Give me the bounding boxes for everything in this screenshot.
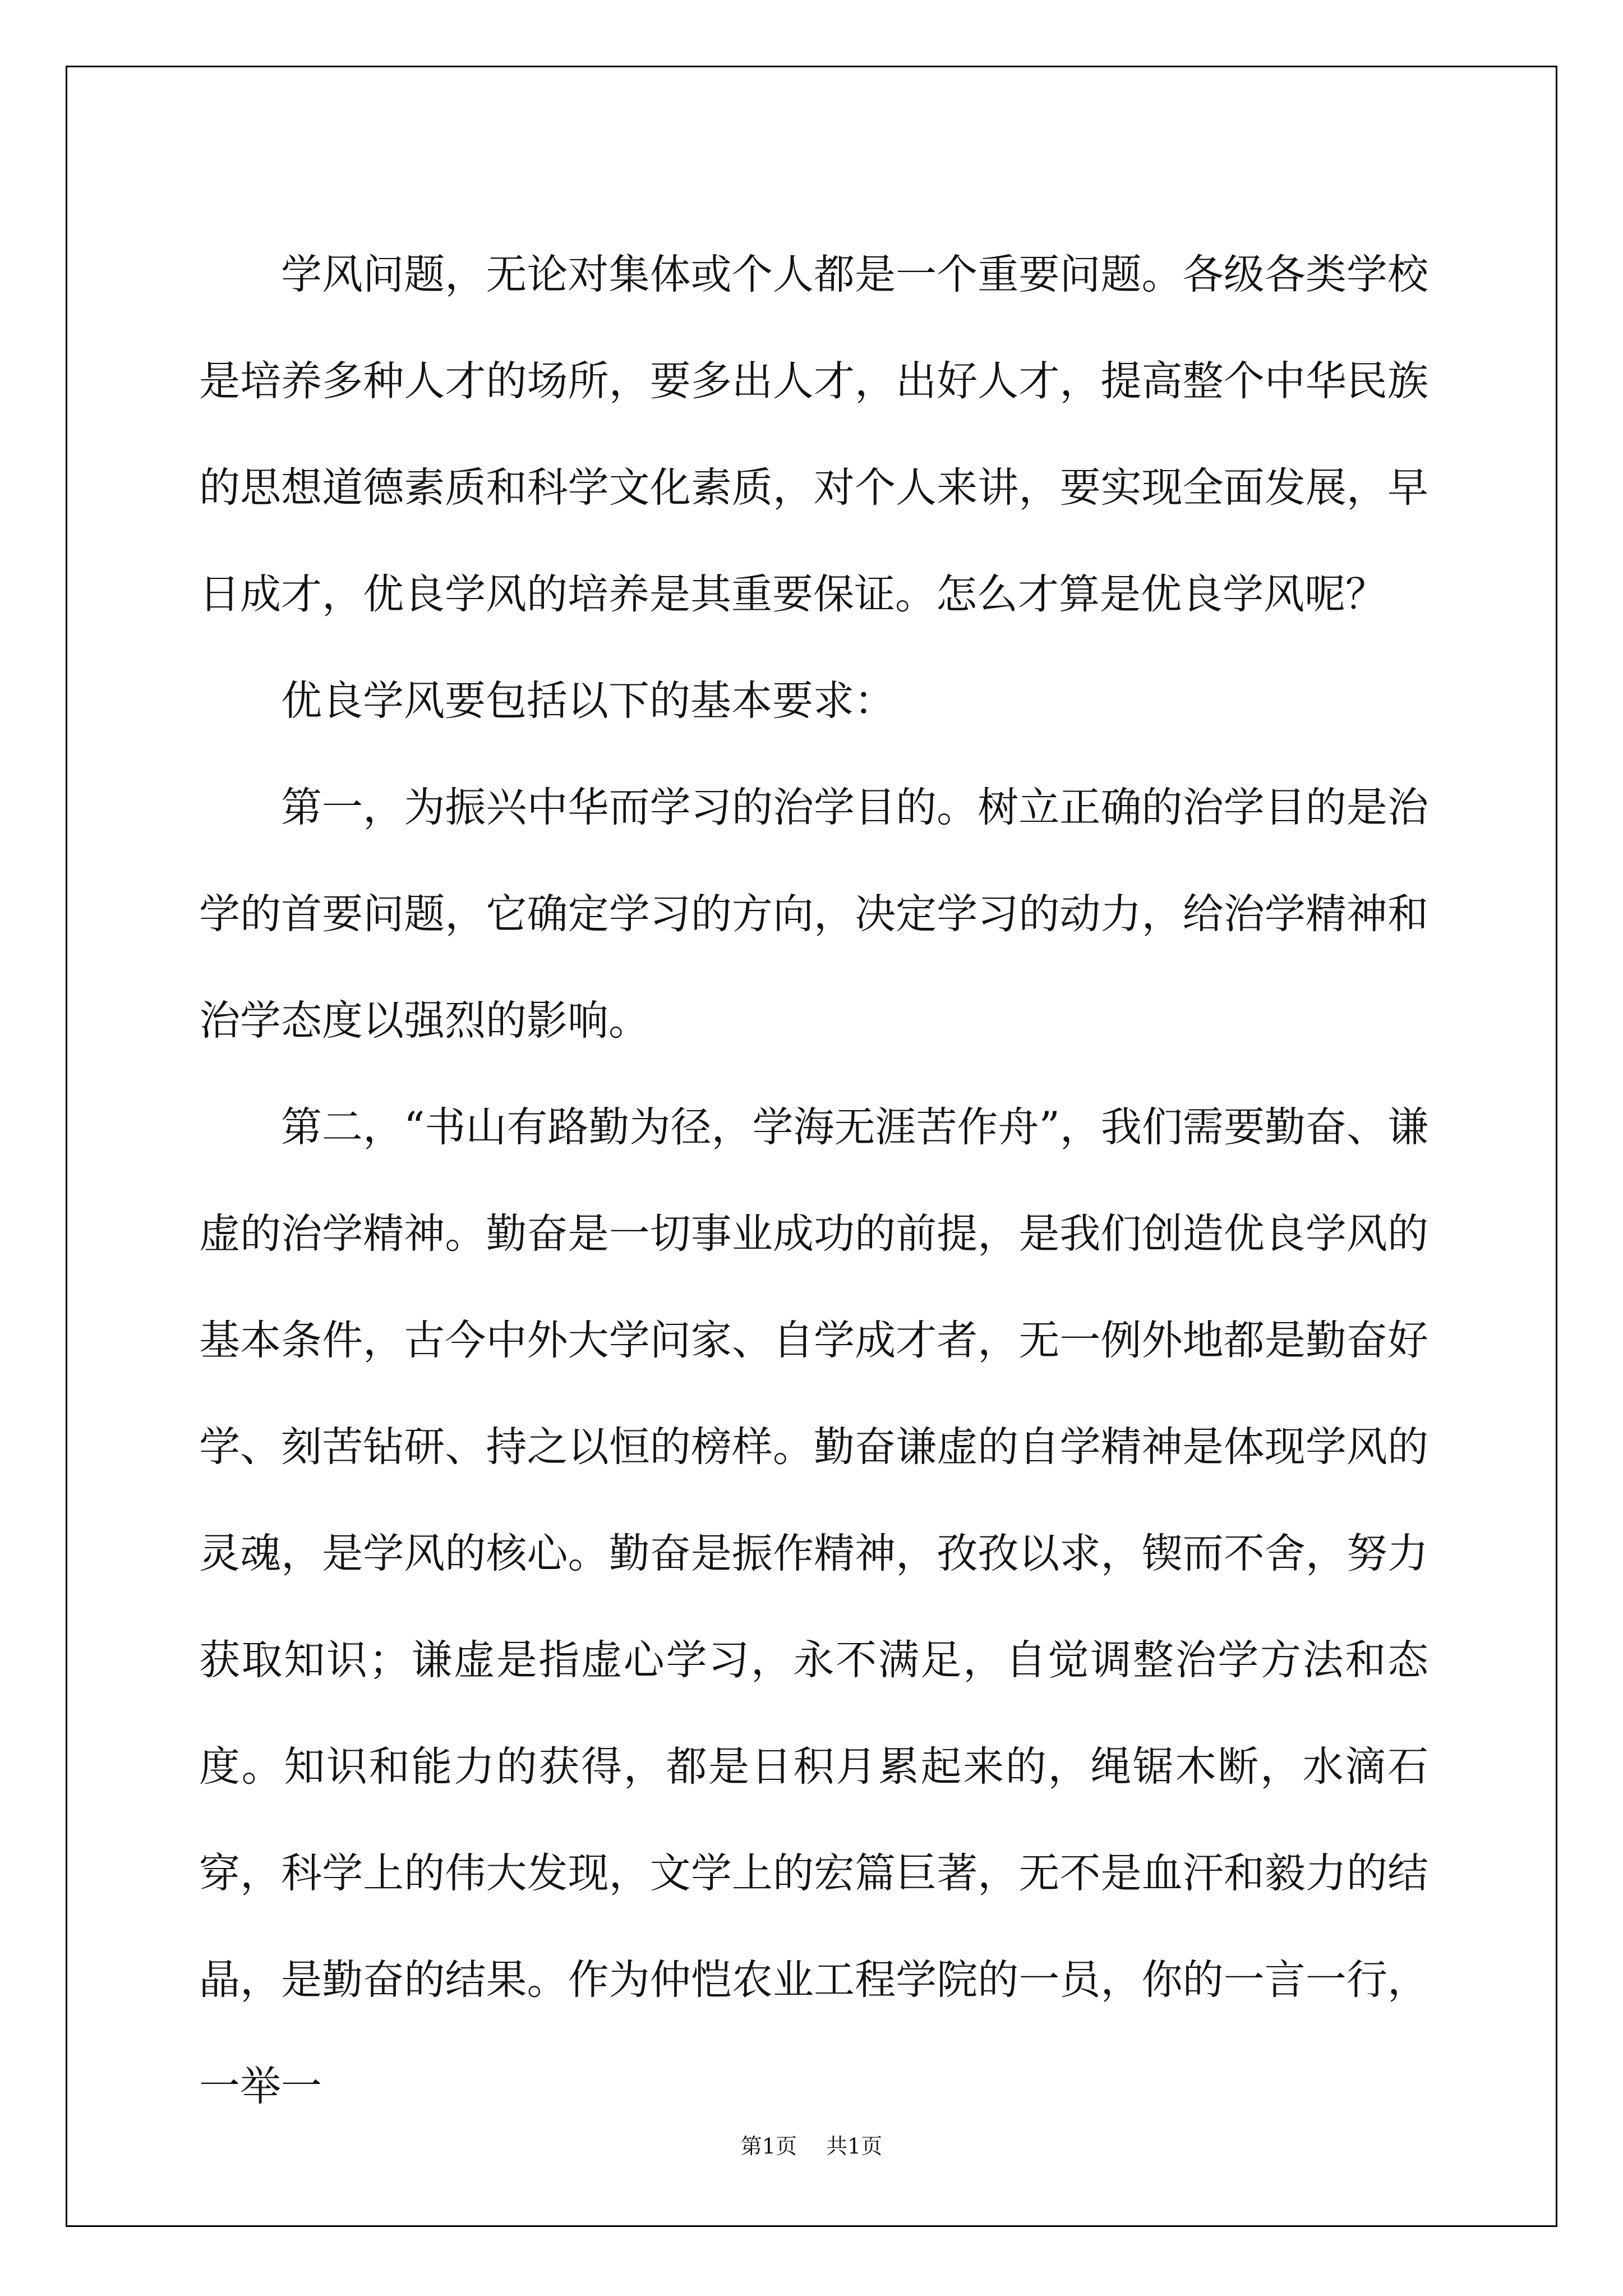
page-number-total: 共1页	[826, 2134, 883, 2159]
document-body	[199, 222, 1428, 2140]
paragraph-4: 第二，“书山有路勤为径，学海无涯苦作舟”，我们需要勤奋、谦虚的治学精神。勤奋是一切事业成功的前提，是我们创造优良学风的基本条件，古今中外大学问家、自学成才者，无一例外地都是勤奋好学、刻苦钻研、持之以恒的榜样。勤奋谦虚的自学精神是体现学风的灵魂，是学风的核心。勤奋是振作精神，孜孜以求，锲而不舍，努力获取知识；谦虚是指虚心学习，永不满足，自觉调整治学方法和态度。知识和能力的获得，都是日积月累起来的，绳锯木断，水滴石穿，科学上的伟大发现，文学上的宏篇巨著，无不是血汗和毅力的结晶，是勤奋的结果。作为仲恺农业工程学院的一员，你的一言一行，一举一	[199, 1103, 1428, 2110]
page-footer	[0, 2129, 1623, 2160]
paragraph-1: 学风问题，无论对集体或个人都是一个重要问题。各级各类学校是培养多种人才的场所，要多出人才，出好人才，提高整个中华民族的思想道德素质和科学文化素质，对个人来讲，要实现全面发展，早日成才，优良学风的培养是其重要保证。怎么才算是优良学风呢？	[199, 251, 1428, 618]
page-number-current: 第1页	[740, 2134, 797, 2159]
paragraph-2: 优良学风要包括以下的基本要求：	[281, 677, 895, 725]
paragraph-3: 第一，为振兴中华而学习的治学目的。树立正确的治学目的是治学的首要问题，它确定学习的方向，决定学习的动力，给治学精神和治学态度以强烈的影响。	[199, 784, 1428, 1045]
